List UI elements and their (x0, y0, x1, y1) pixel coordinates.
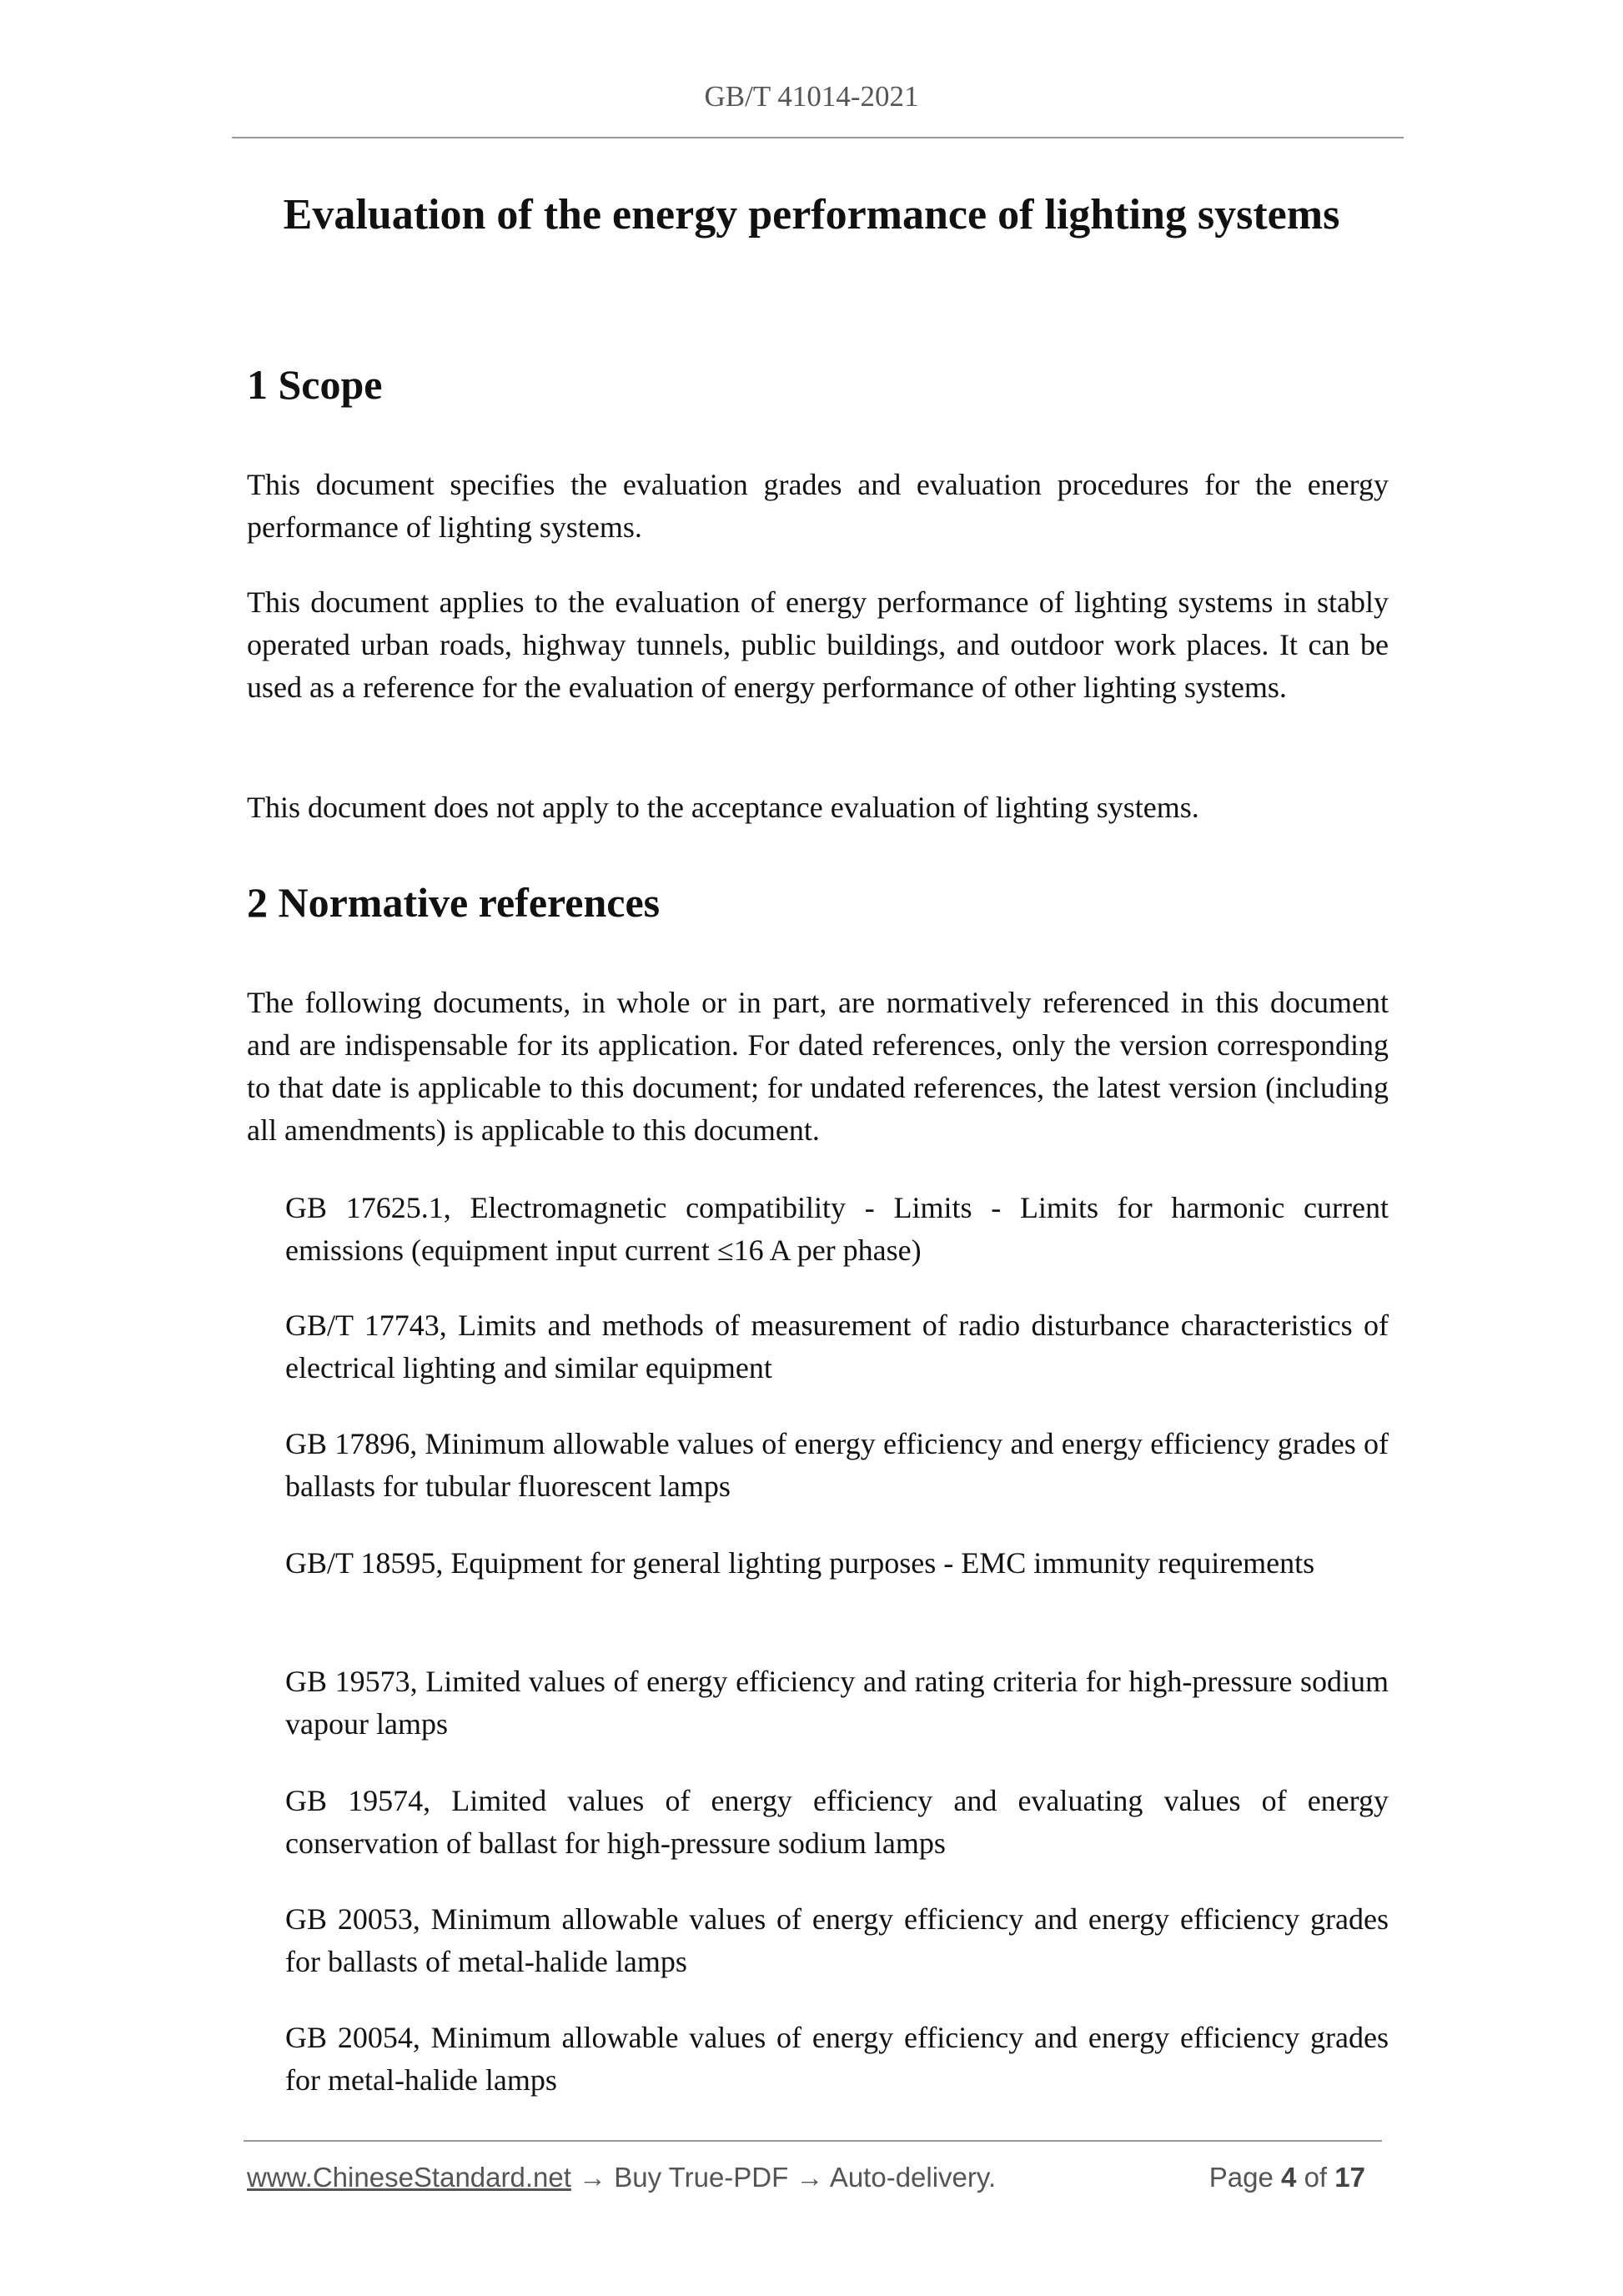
reference-item: GB/T 17743, Limits and methods of measurement of radio disturbance characteristics of electrical lighting and similar equipment (285, 1309, 1389, 1384)
scope-paragraph: This document specifies the evaluation grades and evaluation procedures for the energy performance of lighting systems. (247, 468, 1389, 544)
section-heading-normative-references: 2 Normative references (247, 879, 661, 926)
scope-paragraph: This document applies to the evaluation of energy performance of lighting systems in stably operated urban roads, highway tunnels, public buildings, and outdoor work places. It can be used as a reference for the evaluation of energy performance of other lighting systems. (247, 585, 1389, 704)
reference-item: GB 17896, Minimum allowable values of energy efficiency and energy efficiency grades of ballasts for tubular fluorescent lamps (285, 1427, 1389, 1503)
website-link[interactable]: www.ChineseStandard.net (247, 2162, 571, 2193)
normative-intro-paragraph: The following documents, in whole or in part, are normatively referenced in this document and are indispensable for its application. For dated references, only the version corresponding to that date is applicable to this document; for undated references, the latest version (including all amendments) is applicable to this document. (247, 986, 1389, 1147)
header-divider (232, 137, 1404, 138)
reference-item: GB 17625.1, Electromagnetic compatibility - Limits - Limits for harmonic current emissions (equipment input current ≤16 A per phase) (285, 1191, 1389, 1267)
reference-item: GB/T 18595, Equipment for general lighting purposes - EMC immunity requirements (285, 1546, 1315, 1580)
document-number-header: GB/T 41014-2021 (704, 80, 919, 113)
page-indicator (1209, 2162, 1382, 2193)
total-pages: 17 (1334, 2162, 1365, 2193)
of-label: of (1304, 2162, 1328, 2193)
page-label: Page (1208, 2162, 1274, 2193)
footer-promo-text: → Buy True-PDF → Auto-delivery. (570, 2162, 997, 2193)
footer-promo (247, 2162, 996, 2193)
reference-item: GB 19574, Limited values of energy efficiency and evaluating values of energy conservation of ballast for high-pressure sodium lamps (285, 1784, 1389, 1860)
document-title: Evaluation of the energy performance of lighting systems (283, 191, 1340, 239)
reference-item: GB 20054, Minimum allowable values of energy efficiency and energy efficiency grades for metal-halide lamps (285, 2021, 1389, 2097)
footer-divider (244, 2140, 1382, 2142)
reference-item: GB 20053, Minimum allowable values of energy efficiency and energy efficiency grades for ballasts of metal-halide lamps (285, 1902, 1389, 1978)
scope-paragraph: This document does not apply to the acceptance evaluation of lighting systems. (247, 791, 1199, 824)
page-footer (247, 2162, 1382, 2193)
reference-item: GB 19573, Limited values of energy efficiency and rating criteria for high-pressure sodium vapour lamps (285, 1665, 1389, 1741)
current-page-number: 4 (1281, 2162, 1297, 2193)
section-heading-scope: 1 Scope (247, 361, 383, 408)
